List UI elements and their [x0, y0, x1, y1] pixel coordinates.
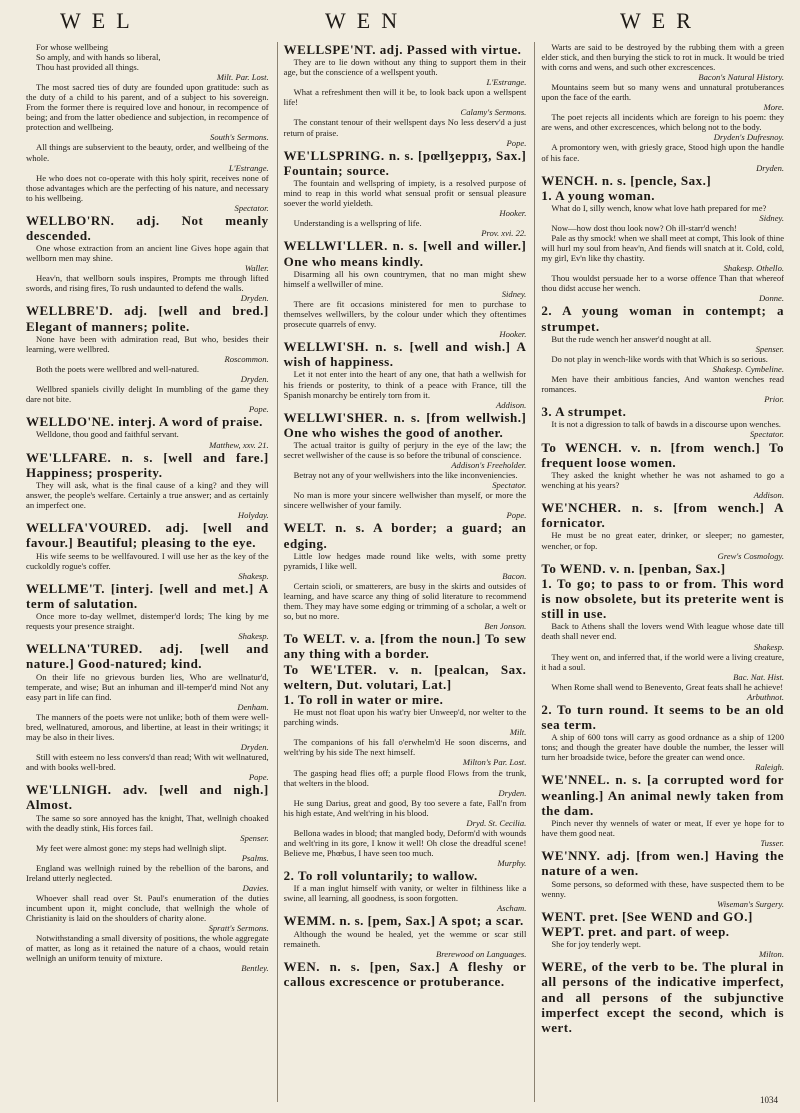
- citation: Hooker.: [499, 208, 527, 219]
- citation: More.: [763, 102, 785, 113]
- entry-headword: WE'LLFARE. n. s. [well and fare.] Happiness; prosperity.: [26, 449, 269, 480]
- citation: Dryden.: [498, 787, 527, 798]
- entry-headword: WELT. n. s. A border; a guard; an edging.: [283, 520, 527, 551]
- entry-headword: WENT. pret. [See WEND and GO.]: [541, 908, 753, 924]
- citation: Dryden.: [240, 374, 269, 385]
- quotation: She for joy tenderly wept.: [551, 939, 641, 950]
- citation: Spratt's Sermons.: [208, 923, 269, 934]
- quotation: For whose wellbeing: [36, 42, 109, 52]
- entry-headword: 3. A strumpet.: [541, 404, 627, 420]
- quotation: A ship of 600 tons will carry as good ordnance as a ship of 1200 tons; and though the greater have double the number, the lesser will turn her broadside twice, before the greater can wend once.: [541, 732, 785, 763]
- quotation: England was wellnigh ruined by the rebellion of the barons, and Ireland utterly neglected.: [26, 862, 269, 883]
- quotation: His wife seems to be wellfavoured. I will use her as the key of the cuckoldly rogue's coffer.: [26, 550, 269, 571]
- citation: Sidney.: [501, 288, 527, 299]
- quotation: When Rome shall wend to Benevento, Great feats shall he achieve!: [551, 681, 784, 692]
- entry-headword: WELLSPE'NT. adj. Passed with virtue.: [283, 42, 522, 57]
- citation: Waller.: [244, 263, 269, 274]
- citation: Milton.: [758, 949, 785, 960]
- citation: Pope.: [248, 404, 269, 415]
- quotation: What do I, silly wench, know what love hath prepared for me?: [551, 203, 767, 214]
- entry-headword: WELLME'T. [interj. [well and met.] A term of salutation.: [26, 580, 269, 611]
- quotation: Notwithstanding a small diversity of positions, the whole aggregate of matter, as long as it retained the nature of a chaos, would retain wellnigh an uniform tenuity of mixture.: [26, 933, 269, 964]
- citation: Ascham.: [496, 903, 527, 914]
- entry-headword: WELLWI'SH. n. s. [well and wish.] A wish of happiness.: [283, 339, 527, 370]
- quotation: He must be no great eater, drinker, or sleeper; no gamester, wencher, or fop.: [541, 530, 785, 551]
- entry-headword: 2. A young woman in contempt; a strumpet.: [541, 303, 785, 334]
- quotation: None have been with admiration read, But who, besides their learning, were wellbred.: [26, 333, 269, 354]
- quotation: One whose extraction from an ancient line Gives hope again that wellborn men may shine.: [26, 243, 269, 264]
- citation: Spectator.: [492, 480, 527, 491]
- citation: Grew's Cosmology.: [717, 550, 785, 561]
- entry-headword: 1. To roll in water or mire.: [283, 692, 444, 708]
- citation: Murphy.: [497, 857, 527, 868]
- entry-headword: WE'NNY. adj. [from wen.] Having the nature of a wen.: [541, 848, 785, 879]
- quotation: It is not a digression to talk of bawds in a discourse upon wenches.: [551, 419, 781, 430]
- citation: Wiseman's Surgery.: [717, 898, 785, 909]
- entry-headword: To WEND. v. n. [penban, Sax.]: [541, 560, 726, 576]
- citation: Prior.: [764, 394, 785, 405]
- citation: Brerewood on Languages.: [436, 948, 527, 959]
- citation: Dryden.: [756, 162, 785, 173]
- quotation: All things are subservient to the beauty, order, and wellbeing of the whole.: [26, 142, 269, 163]
- citation: South's Sermons.: [210, 132, 269, 143]
- quotation: Wellbred spaniels civilly delight In mumbling of the game they dare not bite.: [26, 384, 269, 405]
- citation: Hooker.: [499, 329, 527, 339]
- citation: Shakesp.: [753, 641, 785, 652]
- entry-headword: WEPT. pret. and part. of weep.: [541, 923, 730, 939]
- entry-headword: To WENCH. v. n. [from wench.] To frequent loose women.: [541, 439, 785, 470]
- quotation: But the rude wench her answer'd nought at all.: [551, 333, 712, 344]
- citation: Spectator.: [234, 202, 269, 213]
- citation: Pope.: [506, 510, 527, 521]
- entry-headword: WEN. n. s. [pen, Sax.] A fleshy or callous excrescence or protuberance.: [283, 958, 527, 989]
- citation: L'Estrange.: [228, 162, 269, 173]
- quotation: The same so sore annoyed has the knight, That, wellnigh choaked with the deadly stink, His forces fail.: [26, 812, 269, 833]
- citation: Raleigh.: [755, 762, 785, 773]
- quotation: The actual traitor is guilty of perjury in the eye of the law; the secret wellwisher of the cause is so before the tribunal of conscience.: [283, 440, 527, 461]
- quotation: Thou wouldst persuade her to a worse offence Than that whereof thou didst accuse her wench.: [541, 273, 785, 294]
- citation: Sidney.: [759, 213, 785, 224]
- citation: Dryden's Dufresnoy.: [713, 132, 785, 143]
- citation: Dryden.: [240, 741, 269, 752]
- entry-headword: 2. To roll voluntarily; to wallow.: [283, 867, 478, 883]
- entry-headword: WE'NCHER. n. s. [from wench.] A fornicator.: [541, 500, 785, 531]
- quotation: If a man inglut himself with vanity, or welter in filthiness like a swine, all learning, all goodness, is soon forgotten.: [283, 883, 527, 904]
- citation: Spenser.: [755, 343, 785, 354]
- running-head-right: WER: [620, 8, 702, 33]
- quotation: There are fit occasions ministered for men to purchase to themselves wellwillers, by the colour under which they oftentimes prosecute quarrels of envy.: [283, 298, 527, 329]
- citation: Dryd. St. Cecilia.: [466, 817, 527, 828]
- citation: Calamy's Sermons.: [460, 107, 527, 118]
- quotation: The companions of his fall o'erwhelm'd He soon discerns, and welt'ring by his side The next himself.: [283, 737, 527, 758]
- citation: Addison.: [496, 399, 527, 410]
- quotation: Bellona wades in blood; that mangled body, Deform'd with wounds and welt'ring in its gore, I know it well! Oh close the dreadful scene! Believe me, Phœbus, I have seen too much.: [283, 827, 527, 858]
- entry-headword: WE'LLSPRING. n. s. [pœllʒeƿpɪʒ, Sax.] Fountain; source.: [283, 147, 527, 178]
- entry-headword: WELLNA'TURED. adj. [well and nature.] Good-natured; kind.: [26, 641, 269, 672]
- citation: Spectator.: [749, 429, 785, 440]
- entry-headword: To WELT. v. a. [from the noun.] To sew any thing with a border.: [283, 631, 527, 662]
- citation: Milt. Par. Lost.: [216, 72, 269, 83]
- quotation: They will ask, what is the final cause of a king? and they will answer, the people's welfare. Certainly a true answer; and as certainly an imperfect one.: [26, 479, 269, 511]
- quotation: The gasping head flies off; a purple flood Flows from the trunk, that welters in the blood.: [283, 767, 527, 788]
- citation: Ben Jonson.: [484, 621, 527, 632]
- entry-headword: 2. To turn round. It seems to be an old sea term.: [541, 701, 785, 732]
- entry-headword: 1. A young woman.: [541, 187, 655, 203]
- quotation: Pinch never thy wennels of water or meat, If ever ye hope for to have them good neat.: [541, 818, 785, 839]
- quotation: Some persons, so deformed with these, have suspected them to be wenny.: [541, 878, 785, 899]
- citation: Roscommon.: [224, 353, 269, 364]
- citation: Shakesp.: [238, 631, 269, 642]
- quotation: Disarming all his own countrymen, that no man might shew himself a wellwiller of mine.: [283, 268, 527, 289]
- quotation: Mountains seem but so many wens and unnatural protuberances upon the face of the earth.: [541, 82, 785, 103]
- quotation: Betray not any of your wellwishers into the like inconveniencies.: [293, 470, 518, 481]
- quotation: Although the wound be healed, yet the wemme or scar still remaineth.: [283, 928, 527, 949]
- entry-headword: WE'LLNIGH. adv. [well and nigh.] Almost.: [26, 782, 269, 813]
- quotation: The constant tenour of their wellspent days No less deserv'd a just return of praise.: [283, 117, 527, 138]
- entry-headword: 1. To go; to pass to or from. This word is now obsolete, but its preterite went is still in use.: [541, 575, 785, 622]
- citation: Bentley.: [241, 963, 269, 974]
- citation: Holyday.: [237, 510, 269, 521]
- citation: Shakesp.: [238, 570, 269, 581]
- quotation: Welldone, thou good and faithful servant.: [36, 429, 179, 440]
- citation: Addison's Freeholder.: [451, 460, 527, 471]
- quotation: Understanding is a wellspring of life.: [293, 218, 422, 229]
- entry-headword: WELLBO'RN. adj. Not meanly descended.: [26, 212, 269, 243]
- quotation: Pale as thy smock! when we shall meet at compt, This look of thine will hurl my soul from heav'n, And fiends will snatch at it. Cold, cold, my girl, Ev'n like thy chastity.: [541, 233, 785, 264]
- quotation: Warts are said to be destroyed by the rubbing them with a green elder stick, and then burying the stick to rot in muck. It would be tried with corns and wens, and such other excrescences.: [541, 42, 785, 73]
- citation: Bac. Nat. Hist.: [733, 671, 785, 682]
- page-number: 1034: [760, 1095, 778, 1105]
- citation: Milt.: [509, 727, 527, 738]
- citation: L'Estrange.: [486, 77, 527, 88]
- entry-headword: To WE'LTER. v. n. [pealcan, Sax. weltern, Dut. volutari, Lat.]: [283, 661, 527, 692]
- citation: Dryden.: [240, 293, 269, 304]
- quotation: Now—how dost thou look now? Oh ill-starr'd wench!: [551, 223, 737, 234]
- citation: Matthew, xxv. 21.: [209, 439, 269, 450]
- citation: Tusser.: [760, 838, 785, 849]
- quotation: They are to lie down without any thing to support them in their age, but the conscience of a wellspent youth.: [283, 57, 527, 78]
- entry-headword: WELLBRE'D. adj. [well and bred.] Elegant of manners; polite.: [26, 303, 269, 334]
- quotation: Once more to-day wellmet, distemper'd lords; The king by me requests your presence straight.: [26, 611, 269, 632]
- citation: Milton's Par. Lost.: [462, 757, 527, 768]
- entry-headword: WENCH. n. s. [pencle, Sax.]: [541, 172, 712, 188]
- citation: Shakesp. Cymbeline.: [712, 364, 785, 375]
- citation: Shakesp. Othello.: [723, 263, 785, 274]
- quotation: A promontory wen, with griesly grace, Stood high upon the handle of his face.: [541, 142, 785, 163]
- running-head-center: WEN: [325, 8, 409, 33]
- quotation: Whoever shall read over St. Paul's enumeration of the duties incumbent upon it, might conclude, that wellnigh the whole of Christianity is laid on the shoulders of charity alone.: [26, 892, 269, 924]
- quotation: So amply, and with hands so liberal,: [36, 52, 161, 63]
- citation: Pope.: [248, 772, 269, 783]
- quotation: Little low hedges made round like welts, with some pretty pyramids, I like well.: [283, 550, 527, 571]
- entry-headword: WELLWI'SHER. n. s. [from wellwish.] One who wishes the good of another.: [283, 409, 527, 440]
- running-head: [0, 8, 800, 38]
- citation: Bacon's Natural History.: [698, 72, 785, 83]
- citation: Donne.: [758, 293, 785, 304]
- column-right: [534, 42, 784, 1102]
- quotation: They asked the knight whether he was not ashamed to go a wenching at his years?: [541, 469, 785, 490]
- column-left: [26, 42, 269, 1102]
- column-middle: [277, 42, 527, 1102]
- citation: Addison.: [753, 490, 785, 501]
- quotation: He who does not co-operate with this holy spirit, receives none of those advantages which are the perfecting of his nature, and necessary to his wellbeing.: [26, 172, 269, 203]
- citation: Spenser.: [240, 832, 269, 843]
- entry-headword: WELLFA'VOURED. adj. [well and favour.] Beautiful; pleasing to the eye.: [26, 520, 269, 551]
- citation: Bacon.: [502, 570, 527, 581]
- entry-headword: WELLDO'NE. interj. A word of praise.: [26, 414, 263, 430]
- entry-headword: WEMM. n. s. [pem, Sax.] A spot; a scar.: [283, 913, 524, 929]
- quotation: My feet were almost gone: my steps had wellnigh slipt.: [36, 842, 227, 853]
- quotation: On their life no grievous burden lies, Who are wellnatur'd, temperate, and wise; But an inhuman and ill-temper'd mind Not any easy part in life can find.: [26, 671, 269, 702]
- quotation: The manners of the poets were not unlike; both of them were well-bred, wellnatured, amorous, and libertine, at least in their writings; it may be also in their lives.: [26, 711, 269, 742]
- quotation: Do not play in wench-like words with that Which is so serious.: [551, 353, 768, 364]
- quotation: Both the poets were wellbred and well-natured.: [36, 364, 199, 375]
- entry-headword: WELLWI'LLER. n. s. [well and willer.] One who means kindly.: [283, 238, 527, 269]
- entry-headword: WERE, of the verb to be. The plural in all persons of the indicative imperfect, and all persons of the subjunctive imperfect except the second, which is wert.: [541, 959, 785, 1035]
- quotation: Still with esteem no less convers'd than read; With wit wellnatured, and with books well-bred.: [26, 752, 269, 773]
- citation: Prov. xvi. 22.: [481, 228, 527, 239]
- running-head-left: WEL: [60, 8, 141, 33]
- citation: Psalms.: [241, 852, 269, 863]
- citation: Pope.: [506, 137, 527, 148]
- quotation: The most sacred ties of duty are founded upon gratitude: such as the duty of a child to his parent, and of a subject to his sovereign. From the former there is required love and honour, in recompence of being; and from the latter obedience and subjection, in recompence of protection and wellbeing.: [26, 82, 269, 133]
- entry-headword: WE'NNEL. n. s. [a corrupted word for weanling.] An animal newly taken from the dam.: [541, 772, 785, 818]
- quotation: No man is more your sincere wellwisher than myself, or more the sincere wellwisher of your family.: [283, 490, 527, 511]
- quotation: Certain scioli, or smatterers, are busy in the skirts and outsides of learning, and have scarce any thing of solid literature to recommend them. They may have some edging or trimming of a scholar, a welt or so, but no more.: [283, 580, 527, 622]
- quotation: The poet rejects all incidents which are foreign to his poem: they are wens, and other excrescences, which belong not to the body.: [541, 112, 785, 133]
- quotation: He must not float upon his wat'ry bier Unweep'd, nor welter to the parching winds.: [283, 707, 527, 728]
- quotation: Men have their ambitious fancies, And wanton wenches read romances.: [541, 374, 785, 395]
- quotation: The fountain and wellspring of impiety, is a resolved purpose of mind to reap in this world what sensual profit or sensual pleasure soever the world yieldeth.: [283, 178, 527, 209]
- quotation: Back to Athens shall the lovers wend With league whose date till death shall never end.: [541, 621, 785, 642]
- quotation: He sung Darius, great and good, By too severe a fate, Fall'n from his high estate, And welt'ring in his blood.: [283, 797, 527, 818]
- quotation: Let it not enter into the heart of any one, that hath a wellwish for his friends or posterity, to think of a peace with France, till the Spanish monarchy be entirely torn from it.: [283, 369, 527, 400]
- quotation: They went on, and inferred that, if the world were a living creature, it had a soul.: [541, 651, 785, 672]
- quotation: Heav'n, that wellborn souls inspires, Prompts me through lifted swords, and rising fires, To rush undaunted to defend the walls.: [26, 273, 269, 294]
- quotation: What a refreshment then will it be, to look back upon a wellspent life!: [283, 87, 527, 108]
- text-columns: [26, 42, 784, 1102]
- citation: Davies.: [242, 882, 269, 893]
- citation: Denham.: [237, 701, 269, 712]
- citation: Arbuthnot.: [747, 691, 785, 702]
- quotation: Thou hast provided all things.: [36, 62, 139, 73]
